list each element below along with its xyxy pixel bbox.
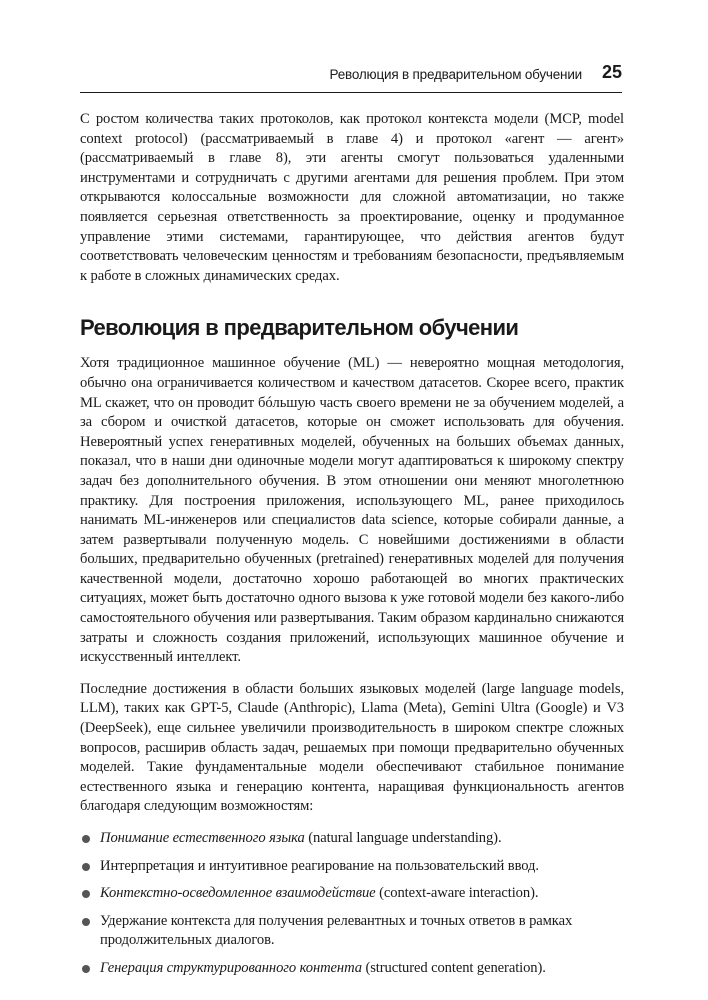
list-item-text: (natural language understanding). — [304, 830, 502, 846]
bullet-icon — [82, 918, 90, 926]
bullet-icon — [82, 835, 90, 843]
bullet-icon — [82, 863, 90, 871]
list-item-text: (context-aware interaction). — [375, 885, 539, 902]
bullet-icon — [82, 890, 90, 898]
list-item-text: Интерпретация и интуитивное реагирование на пользовательский ввод. — [100, 857, 539, 874]
list-item — [80, 959, 624, 979]
list-item — [80, 857, 624, 877]
bullet-icon — [82, 965, 90, 973]
list-item-text: (structured content generation). — [361, 959, 546, 976]
list-item-italic: Понимание естественного языка — [100, 830, 305, 846]
section-paragraph-2: Последние достижения в области больших языковых моделей (large language models, LLM), таких как GPT-5, Claude (Anthropic), Llama (Meta), Gemini Ultra (Google) и V3 (DeepSeek), еще сильнее увеличили производительность в широком спектре сложных вопросов, расширив область задач, решаемых при помощи предварительно обученных моделей. Такие фундаментальные модели обеспечивают стабильное понимание естественного языка и генерацию контента, наращивая функциональность агентов благодаря следующим возможностям: — [80, 680, 624, 815]
list-item-italic: Генерация структурированного контента — [100, 959, 362, 976]
page-body — [80, 110, 624, 987]
list-item — [80, 829, 624, 849]
section-paragraph-1: Хотя традиционное машинное обучение (ML) — невероятно мощная методология, обычно она ограничивается количеством и качеством датасетов. Скорее всего, практик ML скажет, что он проводит бóльшую часть своего времени не за обучением моделей, а за сбором и очисткой датасетов, которые он сможет использовать для обучения. Невероятный успех генеративных моделей, обученных на больших объемах данных, показал, что в наши дни одиночные модели могут адаптироваться к широкому спектру задач без дополнительного обучения. В этом отношении они меняют многолетнюю практику. Для построения приложения, использующего ML, ранее приходилось нанимать ML-инженеров или специалистов data science, которые собирали данные, а затем развертывали полученную модель. С новейшими достижениями в области больших, предварительно обученных (pretrained) генеративных моделей для получения качественной модели, достаточно хорошо работающей во многих практических ситуациях, может быть достаточно одного вызова к уже готовой модели без какого-либо самостоятельного обучения или развертывания. Таким образом кардинально снижаются затраты и сложность создания приложений, использующих машинное обучение и искусственный интеллект. — [80, 355, 624, 666]
running-header — [80, 60, 622, 93]
list-item — [80, 912, 624, 951]
section-heading: Революция в предварительном обучении — [80, 315, 519, 341]
capabilities-list — [80, 829, 624, 979]
page-number: 25 — [601, 62, 622, 82]
intro-paragraph: С ростом количества таких протоколов, как протокол контекста модели (MCP, model context protocol) (рассматриваемый в главе 4) и протокол «агент — агент» (рассматриваемый в главе 8), эти агенты смогут пользоваться удаленными инструментами и сотрудничать с другими агентами для решения проблем. При этом открываются колоссальные возможности для сложной автоматизации, но также появляется серьезная ответственность за проектирование, оценку и продуманное управление этими системами, гарантирующее, что действия агентов будут соответствовать человеческим ценностям и требованиям безопасности, предъявляемым к работе в сложных динамических средах. — [80, 111, 624, 284]
list-item — [80, 884, 624, 904]
list-item-text: Удержание контекста для получения релевантных и точных ответов в рамках продолжительных диалогов. — [100, 912, 573, 949]
running-title: Революция в предварительном обучении — [329, 67, 582, 82]
list-item-italic: Контекстно-осведомленное взаимодействие — [100, 885, 376, 902]
